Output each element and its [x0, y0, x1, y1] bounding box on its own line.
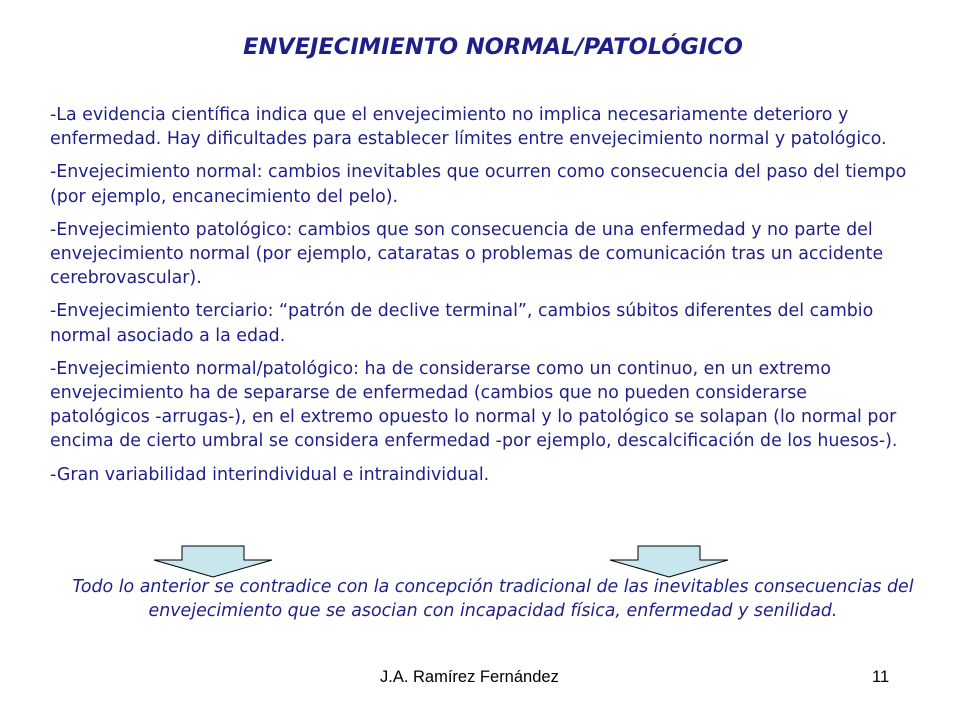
paragraph-normal: -Envejecimiento normal: cambios inevitables que ocurren como consecuencia del paso del tiempo (por ejemplo, encanecimiento del pelo).	[50, 162, 907, 207]
slide-body	[50, 103, 910, 496]
paragraph-variability: -Gran variabilidad interindividual e intraindividual.	[50, 464, 490, 485]
slide-title: ENVEJECIMIENTO NORMAL/PATOLÓGICO	[243, 34, 743, 60]
paragraph-pathological: -Envejecimiento patológico: cambios que son consecuencia de una enfermedad y no parte del envejecimiento normal (por ejemplo, cataratas o problemas de comunicación tras un accidente cerebrovascular).	[50, 219, 884, 289]
down-arrow-right-icon	[608, 545, 730, 579]
footer-author: J.A. Ramírez Fernández	[380, 668, 559, 686]
paragraph-continuum: -Envejecimiento normal/patológico: ha de considerarse como un continuo, en un extremo envejecimiento ha de separarse de enfermedad (cambios que no pueden considerarse patológicos -arrugas-), en el extremo opuesto lo normal y lo patológico se solapan (lo normal por encima de cierto umbral se considera enfermedad -por ejemplo, descalcificación de los huesos-).	[50, 358, 898, 452]
paragraph-evidence: -La evidencia científica indica que el envejecimiento no implica necesariamente deterioro y enfermedad. Hay dificultades para establecer límites entre envejecimiento normal y patológico.	[50, 105, 887, 150]
paragraph-tertiary: -Envejecimiento terciario: “patrón de declive terminal”, cambios súbitos diferentes del cambio normal asociado a la edad.	[50, 301, 874, 346]
page-number: 11	[872, 668, 890, 686]
conclusion-text: Todo lo anterior se contradice con la concepción tradicional de las inevitables consecuencias del envejecimiento que se asocian con incapacidad física, enfermedad y senilidad.	[72, 577, 914, 621]
down-arrow-left-icon	[152, 545, 274, 579]
